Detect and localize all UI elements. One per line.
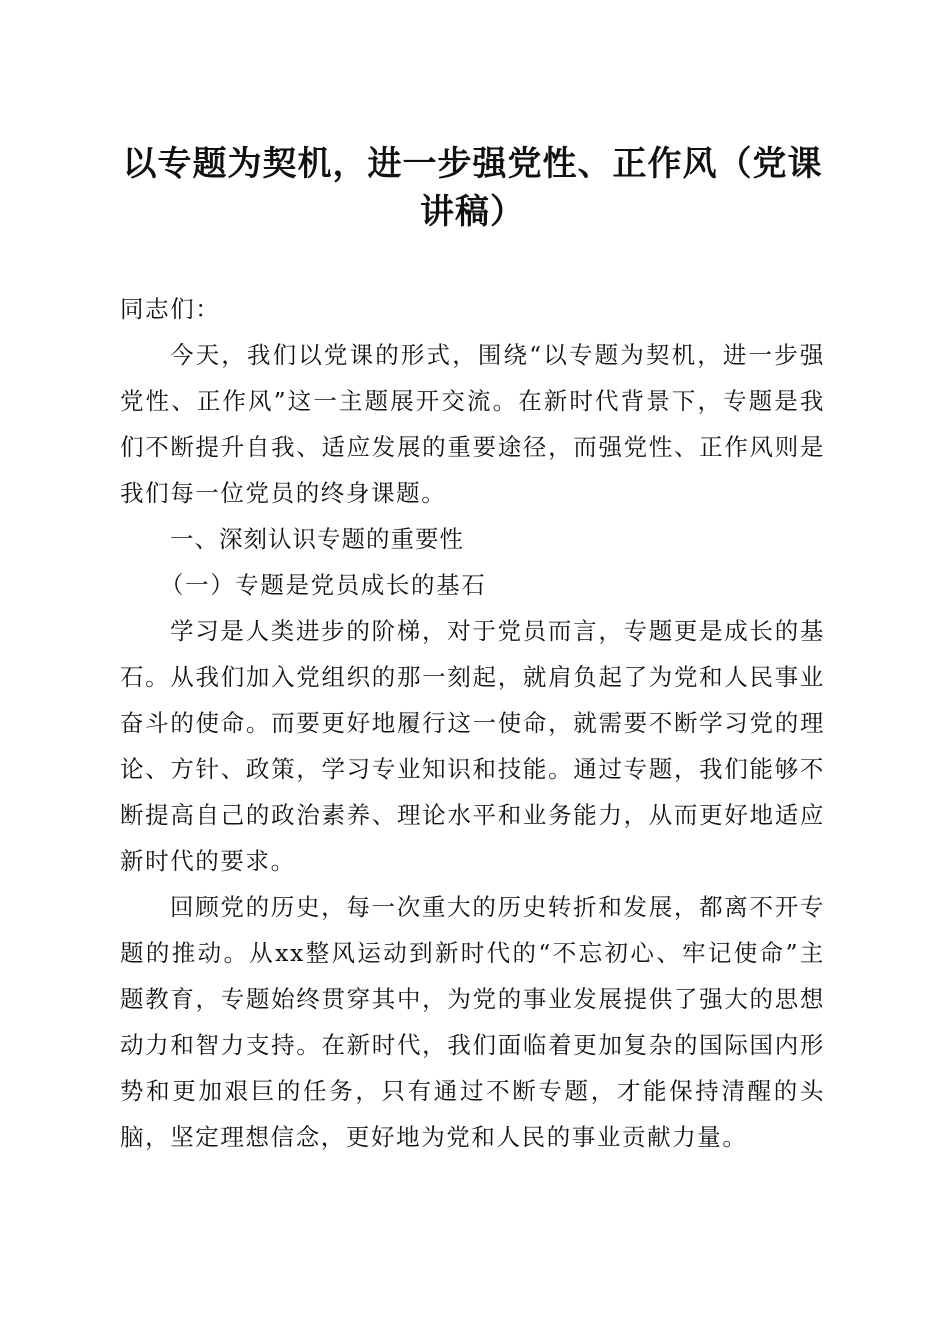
section-heading: 一、深刻认识专题的重要性 <box>170 525 464 553</box>
body-paragraph: 学习是人类进步的阶梯，对于党员而言，专题更是成长的基石。从我们加入党组织的那一刻起，就肩负起了为党和人民事业奋斗的使命。而要更好地履行这一使命，就需要不断学习党的理论、方针、政策，学习专业知识和技能。通过专题，我们能够不断提高自己的政治素养、理论水平和业务能力，从而更好地适应新时代的要求。 <box>120 617 825 875</box>
body-paragraph: 回顾党的历史，每一次重大的历史转折和发展，都离不开专题的推动。从xx整风运动到新时代的“不忘初心、牢记使命”主题教育，专题始终贯穿其中，为党的事业发展提供了强大的思想动力和智力支持。在新时代，我们面临着更加复杂的国际国内形势和更加艰巨的任务，只有通过不断专题，才能保持清醒的头脑，坚定理想信念，更好地为党和人民的事业贡献力量。 <box>120 893 825 1151</box>
document-page <box>120 130 825 1160</box>
intro-paragraph: 今天，我们以党课的形式，围绕“以专题为契机，进一步强党性、正作风”这一主题展开交流。在新时代背景下，专题是我们不断提升自我、适应发展的重要途径，而强党性、正作风则是我们每一位党员的终身课题。 <box>120 341 825 507</box>
document-title: 以专题为契机，进一步强党性、正作风（党课讲稿） <box>122 144 823 232</box>
salutation: 同志们： <box>120 295 221 323</box>
subsection-heading: （一）专题是党员成长的基石 <box>160 571 487 599</box>
